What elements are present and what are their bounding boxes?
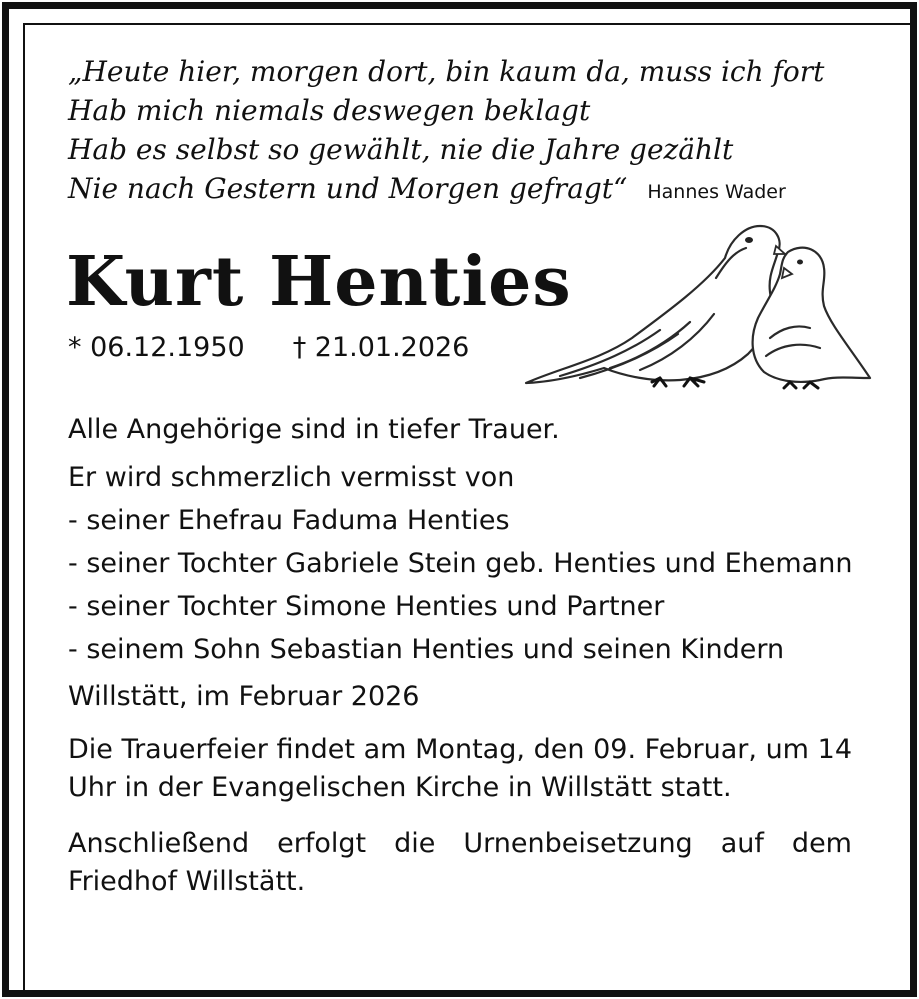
life-dates [68, 330, 469, 366]
doves-icon [520, 218, 872, 390]
list-item: - seinem Sohn Sebastian Henties und seinen Kindern [68, 634, 785, 665]
poem-quote [68, 52, 824, 212]
quote-line: Hab mich niemals deswegen beklagt [68, 94, 591, 127]
missed-by-intro: Er wird schmerzlich vermisst von [68, 462, 515, 493]
quote-line: Hab es selbst so gewählt, nie die Jahre gezählt [68, 133, 734, 166]
mourning-line: Alle Angehörige sind in tiefer Trauer. [68, 414, 560, 445]
funeral-service-info: Die Trauerfeier findet am Montag, den 09. Februar, um 14 Uhr in der Evangelischen Kirche in Willstätt statt. [68, 734, 852, 803]
place-date: Willstätt, im Februar 2026 [68, 681, 420, 712]
list-item: - seiner Tochter Simone Henties und Partner [68, 591, 665, 622]
deceased-name: Kurt Henties [66, 242, 572, 322]
quote-line-text: Nie nach Gestern und Morgen gefragt“ [68, 172, 628, 205]
missed-by-list [68, 456, 852, 671]
list-item: - seiner Tochter Gabriele Stein geb. Henties und Ehemann [68, 548, 853, 579]
list-item: - seiner Ehefrau Faduma Henties [68, 505, 510, 536]
notice-body [68, 408, 852, 901]
quote-line-last [68, 169, 824, 212]
burial-info: Anschließend erfolgt die Urnenbeisetzung auf dem Friedhof Willstätt. [68, 828, 852, 897]
quote-author: Hannes Wader [647, 181, 786, 203]
quote-line: „Heute hier, morgen dort, bin kaum da, muss ich fort [68, 55, 825, 88]
death-date: † 21.01.2026 [292, 332, 470, 363]
birth-date: * 06.12.1950 [68, 332, 245, 363]
